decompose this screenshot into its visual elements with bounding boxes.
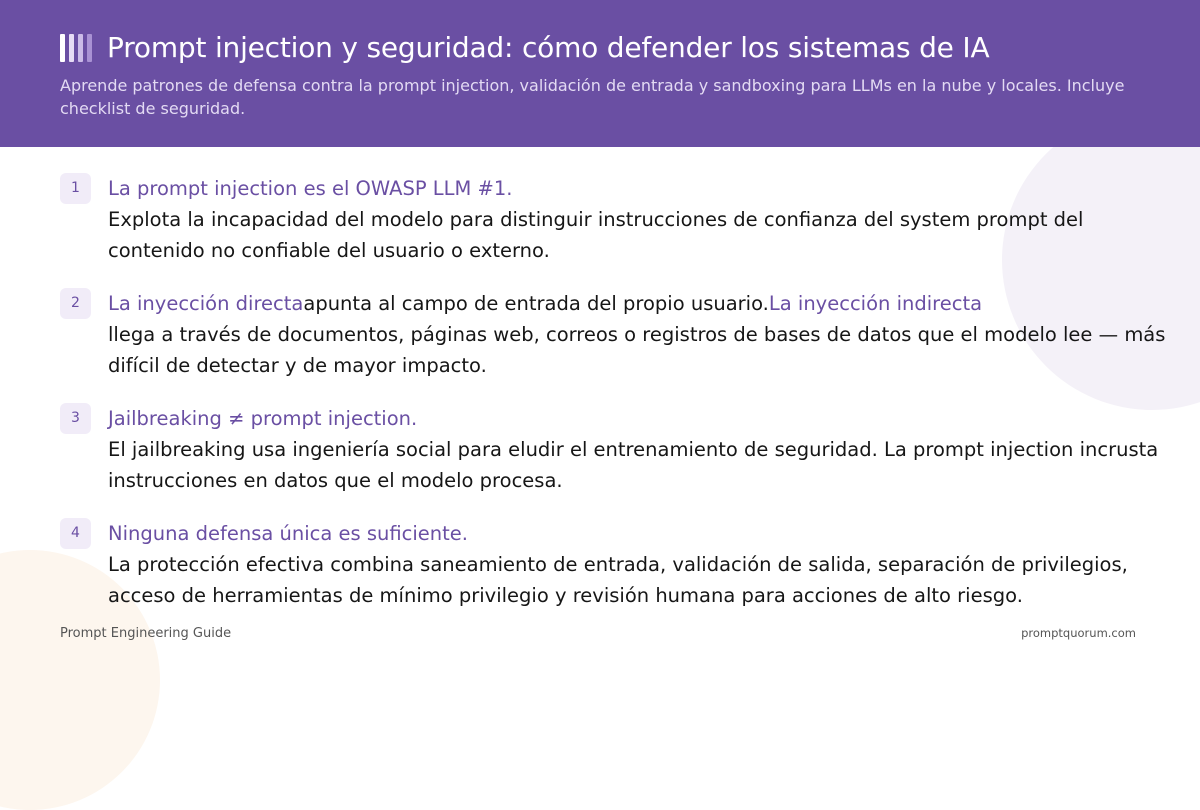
bars-logo-icon [60, 34, 94, 62]
item-body-mid: apunta al campo de entrada del propio usuario. [303, 292, 769, 315]
item-text [108, 288, 1168, 381]
header-banner [0, 0, 1200, 147]
item-heading: Jailbreaking ≠ prompt injection. [108, 407, 418, 430]
item-text [108, 173, 1168, 266]
item-number-badge: 3 [60, 403, 91, 434]
page-subtitle: Aprende patrones de defensa contra la prompt injection, validación de entrada y sandboxing para LLMs en la nube y locales. Incluye checklist de seguridad. [60, 76, 1125, 118]
item-body: llega a través de documentos, páginas web, correos o registros de bases de datos que el modelo lee — más difícil de detectar y de mayor impacto. [108, 323, 1166, 377]
item-heading: La prompt injection es el OWASP LLM #1. [108, 177, 513, 200]
footer-website: promptquorum.com [1021, 626, 1136, 640]
item-text [108, 518, 1168, 611]
page-title: Prompt injection y seguridad: cómo defender los sistemas de IA [107, 31, 990, 64]
item-body: La protección efectiva combina saneamiento de entrada, validación de salida, separación de privilegios, acceso de herramientas de mínimo privilegio y revisión humana para acciones de alto riesgo. [108, 553, 1128, 607]
item-body: Explota la incapacidad del modelo para distinguir instrucciones de confianza del system prompt del contenido no confiable del usuario o externo. [108, 208, 1084, 262]
item-heading: La inyección directa [108, 292, 304, 315]
item-heading-line [108, 288, 1168, 319]
item-heading: Ninguna defensa única es suficiente. [108, 522, 469, 545]
footer-brand: Prompt Engineering Guide [60, 626, 232, 641]
item-number-badge: 2 [60, 288, 91, 319]
item-body: El jailbreaking usa ingeniería social para eludir el entrenamiento de seguridad. La prompt injection incrusta instrucciones en datos que el modelo procesa. [108, 438, 1159, 492]
item-number-badge: 4 [60, 518, 91, 549]
item-text [108, 403, 1168, 496]
item-number-badge: 1 [60, 173, 91, 204]
item-heading-secondary: La inyección indirecta [768, 292, 983, 315]
